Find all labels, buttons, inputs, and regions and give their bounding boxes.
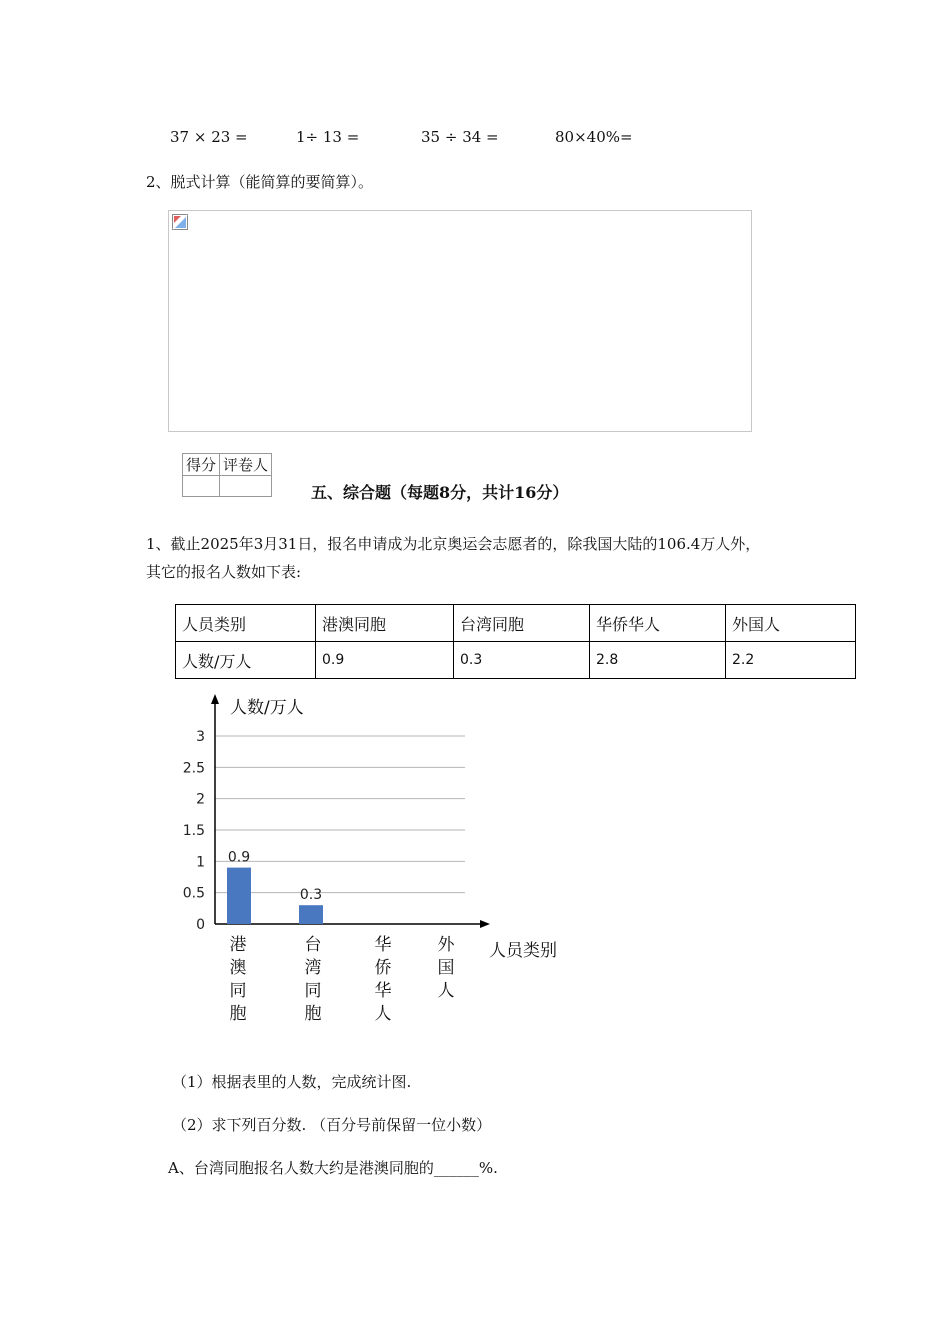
sub-question-a: A、台湾同胞报名人数大约是港澳同胞的______%. [168, 1159, 498, 1177]
y-tick-label: 0 [196, 917, 205, 933]
broken-image-icon [172, 214, 188, 230]
y-axis-arrow [211, 694, 219, 704]
table-cell: 人数/万人 [176, 642, 316, 679]
calc-item-3: 35 ÷ 34 = [421, 128, 499, 146]
table-row [176, 642, 856, 679]
x-category-label: 同 [304, 981, 322, 1001]
x-category-label: 华 [374, 935, 392, 955]
table-cell: 2.2 [726, 642, 856, 679]
table-header-cell: 外国人 [726, 605, 856, 642]
bar [227, 868, 251, 924]
table-header-cell: 港澳同胞 [316, 605, 454, 642]
sub-question-2: （2）求下列百分数. （百分号前保留一位小数） [172, 1116, 492, 1134]
x-axis-arrow [480, 920, 490, 928]
score-cell[interactable] [183, 476, 220, 497]
x-category-label: 外 [437, 935, 455, 955]
table-cell: 0.3 [454, 642, 590, 679]
x-category-label: 同 [229, 981, 247, 1001]
bar-chart [180, 688, 580, 1033]
bar-value-label: 0.3 [299, 887, 323, 904]
y-tick-label: 1 [196, 854, 205, 871]
calc-item-4: 80×40%= [555, 128, 633, 146]
score-label: 得分 [183, 454, 220, 476]
table-header-cell: 人员类别 [176, 605, 316, 642]
bar-value-label: 0.9 [227, 849, 251, 866]
x-category-label: 侨 [374, 958, 392, 978]
x-category-label: 人 [374, 1004, 392, 1024]
question-1-line-1: 1、截止2025年3月31日，报名申请成为北京奥运会志愿者的，除我国大陆的106.4万人外， [146, 535, 761, 553]
table-cell: 0.9 [316, 642, 454, 679]
table-header-cell: 台湾同胞 [454, 605, 590, 642]
image-placeholder [168, 210, 752, 432]
calc-item-1: 37 × 23 = [170, 128, 248, 146]
table-header-row [176, 605, 856, 642]
x-category-label: 国 [437, 958, 455, 978]
x-axis-label: 人员类别 [489, 941, 557, 961]
x-category-label: 胞 [304, 1004, 322, 1024]
y-tick-label: 3 [196, 729, 205, 745]
section-5-title: 五、综合题（每题8分，共计16分） [311, 483, 569, 502]
y-tick-label: 2.5 [182, 760, 205, 777]
y-tick-label: 2 [196, 791, 205, 808]
x-category-label: 港 [229, 935, 247, 955]
y-tick-label: 0.5 [182, 885, 205, 902]
grader-cell[interactable] [220, 476, 272, 497]
data-table [175, 604, 856, 679]
x-category-label: 华 [374, 981, 392, 1001]
x-category-label: 人 [437, 981, 455, 1001]
x-category-label: 湾 [304, 958, 322, 978]
x-category-label: 台 [304, 935, 322, 955]
question-2-heading: 2、脱式计算（能简算的要简算）。 [146, 173, 374, 191]
y-tick-label: 1.5 [182, 823, 205, 839]
x-category-label: 澳 [229, 958, 247, 978]
table-header-cell: 华侨华人 [590, 605, 726, 642]
score-box [182, 453, 272, 497]
sub-question-1: （1）根据表里的人数，完成统计图. [172, 1073, 412, 1091]
bar [299, 905, 323, 924]
grader-label: 评卷人 [220, 454, 272, 476]
y-axis-label: 人数/万人 [230, 698, 304, 718]
question-1-line-2: 其它的报名人数如下表: [146, 563, 302, 581]
table-cell: 2.8 [590, 642, 726, 679]
x-category-label: 胞 [229, 1004, 247, 1024]
calc-item-2: 1÷ 13 = [296, 128, 360, 146]
